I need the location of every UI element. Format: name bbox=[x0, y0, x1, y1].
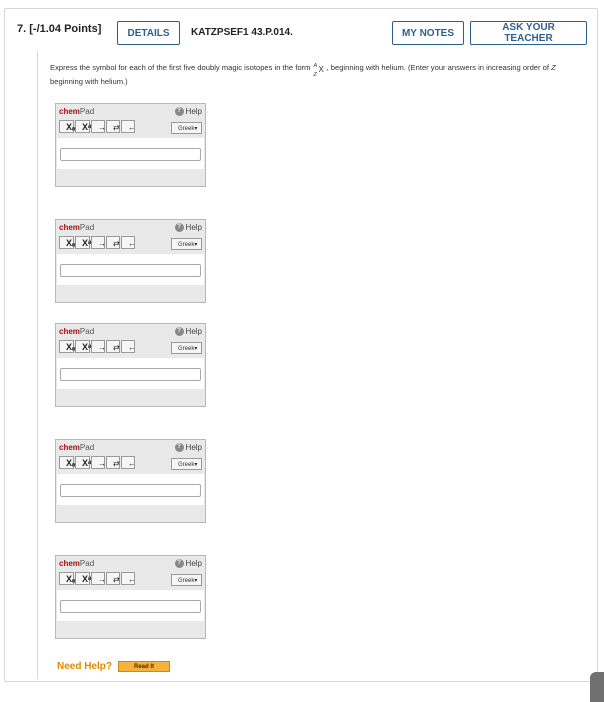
backspace-button[interactable]: ← bbox=[121, 236, 135, 249]
chempad-toolbar bbox=[59, 340, 136, 353]
reaction-arrow-button[interactable]: → bbox=[91, 572, 105, 585]
chempad-3 bbox=[55, 323, 206, 407]
chempad-title-pad: Pad bbox=[79, 443, 95, 452]
backspace-button[interactable]: ← bbox=[121, 572, 135, 585]
greek-dropdown[interactable]: Greek▾ bbox=[171, 342, 202, 354]
chempad-title bbox=[59, 223, 94, 232]
backspace-button[interactable]: ← bbox=[121, 120, 135, 133]
chempad-help-button[interactable] bbox=[175, 443, 202, 452]
reaction-arrow-button[interactable]: → bbox=[91, 120, 105, 133]
superscript-button[interactable]: Xᵃ bbox=[75, 120, 90, 133]
prompt-text-3: beginning with helium.) bbox=[50, 77, 128, 86]
prompt-z: Z bbox=[551, 63, 556, 72]
help-label: Help bbox=[185, 327, 202, 336]
backspace-button[interactable]: ← bbox=[121, 340, 135, 353]
chempad-title-chem: chem bbox=[59, 443, 80, 452]
chempad-title-pad: Pad bbox=[79, 327, 95, 336]
isotope-symbol-form bbox=[313, 62, 327, 78]
superscript-button[interactable]: Xᵃ bbox=[75, 572, 90, 585]
chempad-title bbox=[59, 107, 94, 116]
chempad-toolbar bbox=[59, 572, 136, 585]
subscript-button[interactable]: Xₐ bbox=[59, 572, 74, 585]
symbol-element: X bbox=[318, 65, 324, 74]
chempad-input-area bbox=[57, 358, 204, 389]
equilibrium-arrow-button[interactable]: ⇄ bbox=[106, 340, 120, 353]
equilibrium-arrow-button[interactable]: ⇄ bbox=[106, 236, 120, 249]
greek-dropdown[interactable]: Greek▾ bbox=[171, 574, 202, 586]
ask-teacher-button[interactable]: ASK YOUR TEACHER bbox=[470, 21, 587, 45]
question-number-text: 7. bbox=[17, 23, 27, 35]
chempad-5 bbox=[55, 555, 206, 639]
reaction-arrow-button[interactable]: → bbox=[91, 236, 105, 249]
subscript-button[interactable]: Xₐ bbox=[59, 120, 74, 133]
question-number bbox=[17, 23, 101, 35]
chempad-answer-input[interactable] bbox=[60, 148, 201, 161]
question-frame bbox=[4, 8, 598, 682]
chempad-input-area bbox=[57, 590, 204, 621]
chempad-title-chem: chem bbox=[59, 223, 80, 232]
chempad-help-button[interactable] bbox=[175, 107, 202, 116]
chempad-title-chem: chem bbox=[59, 559, 80, 568]
chempad-input-area bbox=[57, 254, 204, 285]
question-content bbox=[37, 51, 594, 679]
chempad-1 bbox=[55, 103, 206, 187]
chempad-title bbox=[59, 559, 94, 568]
prompt-text-2: , beginning with helium. (Enter your answers in increasing order of bbox=[326, 63, 549, 72]
help-label: Help bbox=[185, 443, 202, 452]
help-circle-icon: ? bbox=[175, 443, 184, 452]
scrollbar-thumb[interactable] bbox=[590, 672, 604, 702]
chempad-toolbar bbox=[59, 236, 136, 249]
subscript-button[interactable]: Xₐ bbox=[59, 236, 74, 249]
read-it-button[interactable]: Read It bbox=[118, 661, 170, 672]
help-label: Help bbox=[185, 107, 202, 116]
equilibrium-arrow-button[interactable]: ⇄ bbox=[106, 120, 120, 133]
superscript-button[interactable]: Xᵃ bbox=[75, 456, 90, 469]
chempad-help-button[interactable] bbox=[175, 223, 202, 232]
help-circle-icon: ? bbox=[175, 327, 184, 336]
equilibrium-arrow-button[interactable]: ⇄ bbox=[106, 572, 120, 585]
chempad-title-chem: chem bbox=[59, 327, 80, 336]
reaction-arrow-button[interactable]: → bbox=[91, 456, 105, 469]
need-help-label: Need Help? bbox=[57, 661, 113, 672]
need-help-row bbox=[57, 661, 170, 672]
question-id: KATZPSEF1 43.P.014. bbox=[191, 27, 293, 38]
chempad-answer-input[interactable] bbox=[60, 484, 201, 497]
help-label: Help bbox=[185, 559, 202, 568]
chempad-title-pad: Pad bbox=[79, 559, 95, 568]
help-circle-icon: ? bbox=[175, 559, 184, 568]
chempad-2 bbox=[55, 219, 206, 303]
chempad-title-chem: chem bbox=[59, 107, 80, 116]
superscript-button[interactable]: Xᵃ bbox=[75, 236, 90, 249]
chempad-title bbox=[59, 327, 94, 336]
chempad-help-button[interactable] bbox=[175, 559, 202, 568]
chempad-toolbar bbox=[59, 456, 136, 469]
subscript-button[interactable]: Xₐ bbox=[59, 340, 74, 353]
my-notes-button[interactable]: MY NOTES bbox=[392, 21, 464, 45]
backspace-button[interactable]: ← bbox=[121, 456, 135, 469]
greek-dropdown[interactable]: Greek▾ bbox=[171, 238, 202, 250]
symbol-atomic-number: Z bbox=[313, 72, 317, 78]
help-label: Help bbox=[185, 223, 202, 232]
help-circle-icon: ? bbox=[175, 107, 184, 116]
greek-dropdown[interactable]: Greek▾ bbox=[171, 122, 202, 134]
subscript-button[interactable]: Xₐ bbox=[59, 456, 74, 469]
symbol-mass-number: A bbox=[313, 63, 318, 69]
chempad-answer-input[interactable] bbox=[60, 368, 201, 381]
chempad-title-pad: Pad bbox=[79, 223, 95, 232]
reaction-arrow-button[interactable]: → bbox=[91, 340, 105, 353]
prompt-text-1: Express the symbol for each of the first five doubly magic isotopes in the form bbox=[50, 63, 311, 72]
equilibrium-arrow-button[interactable]: ⇄ bbox=[106, 456, 120, 469]
question-header bbox=[5, 9, 597, 49]
chempad-help-button[interactable] bbox=[175, 327, 202, 336]
chempad-answer-input[interactable] bbox=[60, 600, 201, 613]
chempad-4 bbox=[55, 439, 206, 523]
question-points: [-/1.04 Points] bbox=[29, 23, 102, 35]
chempad-input-area bbox=[57, 138, 204, 169]
chempad-title bbox=[59, 443, 94, 452]
greek-dropdown[interactable]: Greek▾ bbox=[171, 458, 202, 470]
chempad-toolbar bbox=[59, 120, 136, 133]
chempad-title-pad: Pad bbox=[79, 107, 95, 116]
chempad-input-area bbox=[57, 474, 204, 505]
details-button[interactable]: DETAILS bbox=[117, 21, 180, 45]
help-circle-icon: ? bbox=[175, 223, 184, 232]
superscript-button[interactable]: Xᵃ bbox=[75, 340, 90, 353]
question-prompt bbox=[50, 61, 585, 89]
chempad-answer-input[interactable] bbox=[60, 264, 201, 277]
